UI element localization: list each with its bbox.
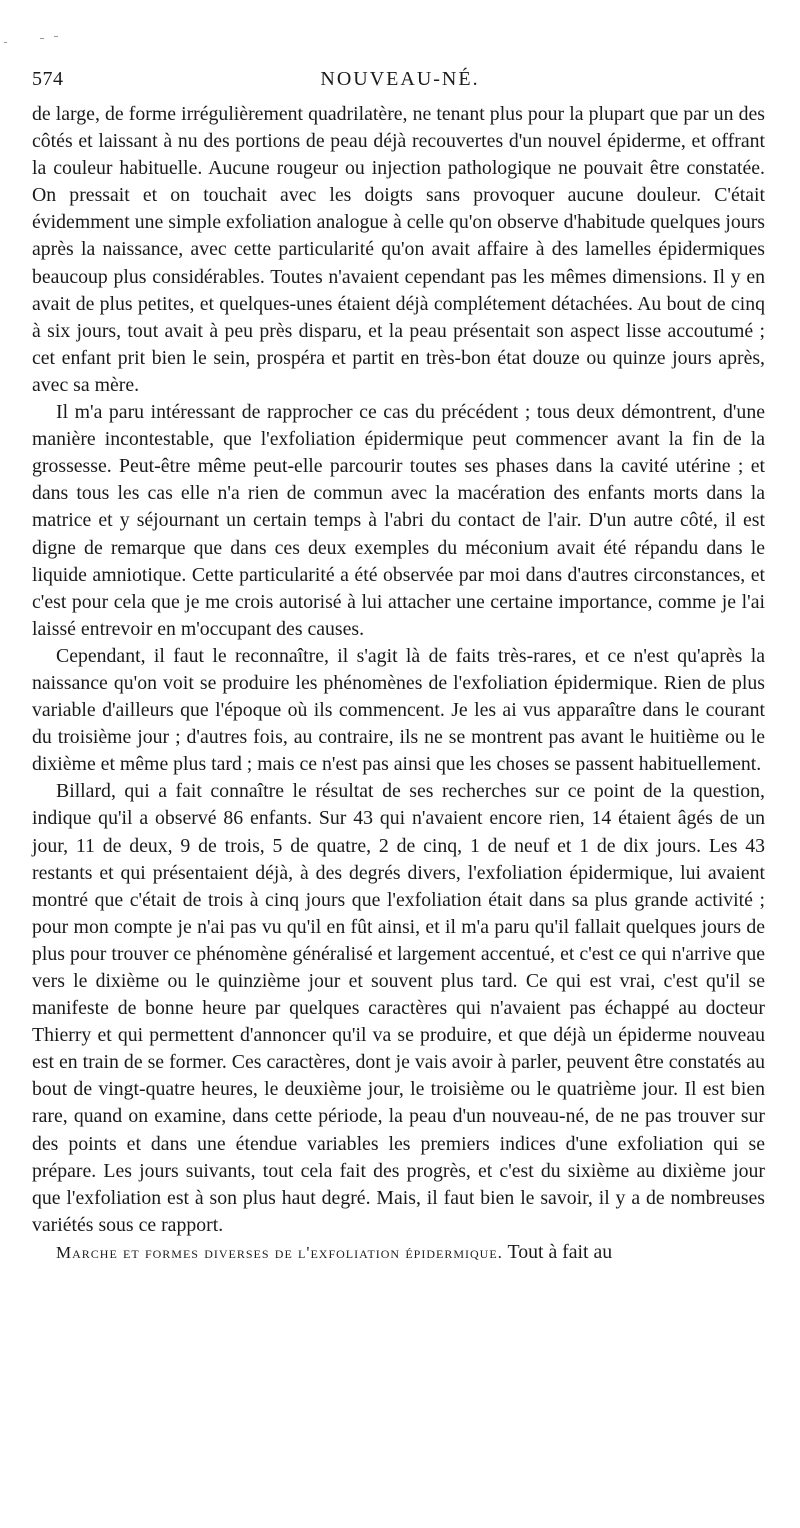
section-paragraph: [32, 1239, 765, 1266]
paragraph: Il m'a paru intéressant de rapprocher ce cas du précédent ; tous deux démontrent, d'une manière incontestable, que l'exfoliation épidermique peut commencer avant la fin de la grossesse. Peut-être même peut-elle parcourir toutes ses phases dans la cavité utérine ; et dans tous les cas elle n'a rien de commun avec la macération des enfants morts dans la matrice et y séjournant un certain temps à l'abri du contact de l'air. D'un autre côté, il est digne de remarque que dans ces deux exemples du méconium avait été répandu dans le liquide amniotique. Cette particularité a été observée par moi dans d'autres circonstances, et c'est pour cela que je me crois autorisé à lui attacher une certaine importance, comme je l'ai laissé entrevoir en m'occupant des causes.: [32, 401, 765, 640]
paper-speck: [54, 36, 58, 37]
paper-speck: [4, 42, 7, 43]
page-number: 574: [32, 68, 64, 90]
paragraph: Cependant, il faut le reconnaître, il s'agit là de faits très-rares, et ce n'est qu'après la naissance qu'on voit se produire les phénomènes de l'exfoliation épidermique. Rien de plus variable d'ailleurs que l'époque où ils commencent. Je les ai vus apparaître dans le courant du troisième jour ; d'autres fois, au contraire, ils ne se montrent pas avant le huitième ou le dixième et même plus tard ; mais ce n'est pas ainsi que les choses se passent habituellement.: [32, 644, 765, 776]
paper-speck: [40, 38, 44, 39]
running-head: NOUVEAU-NÉ.: [320, 68, 480, 90]
body-text: [32, 101, 765, 1266]
page-header: [32, 68, 768, 98]
section-heading: Marche et formes diverses de l'exfoliation épidermique.: [56, 1242, 503, 1262]
paragraph: de large, de forme irrégulièrement quadrilatère, ne tenant plus pour la plupart que par un des côtés et laissant à nu des portions de peau déjà recouvertes d'un nouvel épiderme, et offrant la couleur habituelle. Aucune rougeur ou injection pathologique ne pouvait être constatée. On pressait et on touchait avec les doigts sans provoquer aucune douleur. C'était évidemment une simple exfoliation analogue à celle qu'on observe d'habitude quelques jours après la naissance, avec cette particularité qu'on avait affaire à des lamelles épidermiques beaucoup plus considérables. Toutes n'avaient cependant pas les mêmes dimensions. Il y en avait de plus petites, et quelques-unes étaient déjà complétement détachées. Au bout de cinq à six jours, tout avait à peu près disparu, et la peau présentait son aspect lisse accoutumé ; cet enfant prit bien le sein, prospéra et partit en très-bon état douze ou quinze jours après, avec sa mère.: [32, 103, 765, 396]
paragraph: Billard, qui a fait connaître le résultat de ses recherches sur ce point de la question, indique qu'il a observé 86 enfants. Sur 43 qui n'avaient encore rien, 14 étaient âgés de un jour, 11 de deux, 9 de trois, 5 de quatre, 2 de cinq, 1 de neuf et 1 de dix jours. Les 43 restants et qui présentaient déjà, à des degrés divers, l'exfoliation épidermique, lui avaient montré que c'était de trois à cinq jours que l'exfoliation était dans sa plus grande activité ; pour mon compte je n'ai pas vu qu'il en fût ainsi, et il m'a paru qu'il fallait quelques jours de plus pour trouver ce phénomène généralisé et largement accentué, et c'est ce qui n'arrive que vers le dixième ou le quinzième jour et souvent plus tard. Ce qui est vrai, c'est qu'il se manifeste de bonne heure par quelques caractères qui n'avaient pas échappé au docteur Thierry et qui permettent d'annoncer qu'il va se produire, et que déjà un épiderme nouveau est en train de se former. Ces caractères, dont je vais avoir à parler, peuvent être constatés au bout de vingt-quatre heures, le deuxième jour, le troisième ou le quatrième jour. Il est bien rare, quand on examine, dans cette période, la peau d'un nouveau-né, de ne pas trouver sur des points et dans une étendue variables les premiers indices d'une exfoliation qui se prépare. Les jours suivants, tout cela fait des progrès, et c'est du sixième au dixième jour que l'exfoliation est à son plus haut degré. Mais, il faut bien le savoir, il y a de nombreuses variétés sous ce rapport.: [32, 780, 765, 1236]
section-text: Tout à fait au: [502, 1240, 613, 1263]
